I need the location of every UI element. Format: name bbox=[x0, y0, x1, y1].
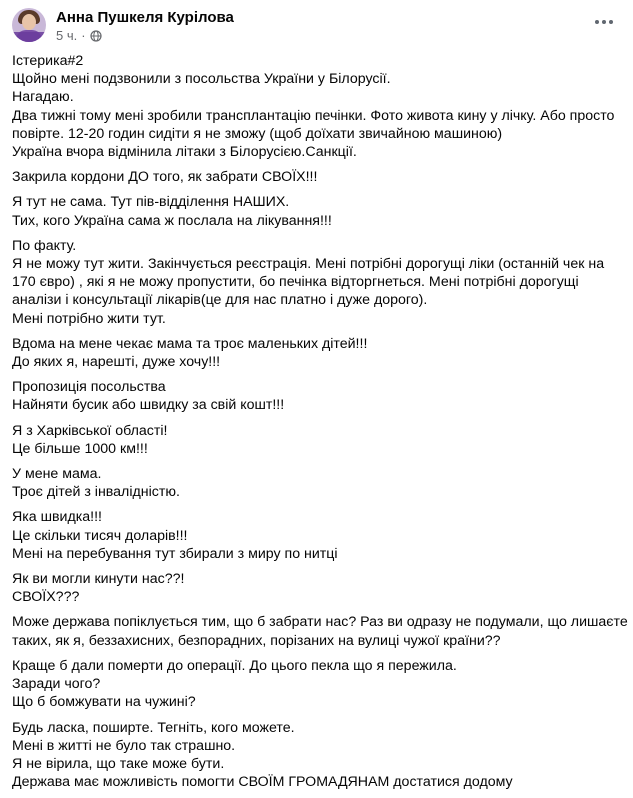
post-text-line: Мені в житті не було так страшно. bbox=[12, 737, 236, 754]
post-paragraph bbox=[12, 657, 617, 712]
post-text-line: Я не можу тут жити. Закінчується реєстрація. Мені потрібні дорогущі ліки (останній чек на bbox=[12, 256, 605, 273]
post-text-line: Троє дітей з інвалідністю. bbox=[12, 484, 180, 501]
post-text-line: По факту. bbox=[12, 237, 77, 254]
post-text-line: Україна вчора відмінила літаки з Білорусією.Санкції. bbox=[12, 144, 357, 161]
post-text-line: Краще б дали померти до операції. До цього пекла що я пережила. bbox=[12, 657, 457, 674]
post-body bbox=[12, 52, 628, 798]
post-meta bbox=[56, 28, 102, 43]
post-timestamp[interactable]: 5 ч. bbox=[56, 28, 78, 43]
post-text-line: Закрила кордони ДО того, як забрати СВОЇХ!!! bbox=[12, 169, 318, 186]
post-text-line: Це більше 1000 км!!! bbox=[12, 440, 148, 457]
post-paragraph bbox=[12, 168, 617, 186]
post-text-line: Щойно мені подзвонили з посольства України у Білорусії. bbox=[12, 71, 391, 88]
avatar-face bbox=[22, 14, 36, 30]
post-text-line: У мене мама. bbox=[12, 466, 102, 483]
post-text-line: Я тут не сама. Тут пів-відділення НАШИХ. bbox=[12, 194, 290, 211]
post-text-line: Мені потрібно жити тут. bbox=[12, 310, 166, 327]
post-text-line: Істерика#2 bbox=[12, 53, 84, 69]
post-text-line: Мені на перебування тут збирали з миру по нитці bbox=[12, 545, 338, 562]
post-text-line: Це скільки тисяч доларів!!! bbox=[12, 527, 188, 544]
post-text-line: Тих, кого Україна сама ж послала на лікування!!! bbox=[12, 212, 332, 229]
post-paragraph bbox=[12, 465, 617, 501]
globe-icon[interactable] bbox=[90, 30, 102, 42]
post-paragraph bbox=[12, 193, 617, 229]
post-paragraph bbox=[12, 52, 617, 161]
post-paragraph bbox=[12, 237, 617, 328]
post-text-line: Пропозиція посольства bbox=[12, 379, 166, 396]
post-text-line: Нагадаю. bbox=[12, 89, 74, 106]
post-text-line: Держава має можливість помогти СВОЇМ ГРОМАДЯНАМ достатися додому bbox=[12, 774, 513, 791]
post-text-line: Найняти бусик або швидку за свій кошт!!! bbox=[12, 397, 285, 414]
post-text-line: Будь ласка, поширте. Тегніть, кого можете. bbox=[12, 719, 295, 736]
post-text-line: Заради чого? bbox=[12, 676, 101, 693]
post-text-line: До яких я, нарешті, дуже хочу!!! bbox=[12, 354, 221, 371]
post-text-line: Я з Харківської області! bbox=[12, 422, 168, 439]
post-paragraph bbox=[12, 508, 617, 563]
meta-separator: · bbox=[81, 28, 86, 43]
post-text-line: Я не вірила, що таке може бути. bbox=[12, 755, 225, 772]
post-text-line: Що б бомжувати на чужині? bbox=[12, 694, 196, 711]
post-text-line: Вдома на мене чекає мама та троє маленьких дітей!!! bbox=[12, 335, 368, 352]
post-text-line: СВОЇХ??? bbox=[12, 589, 80, 606]
more-options-icon[interactable] bbox=[589, 10, 619, 34]
post-text-line: 170 євро) , які я не можу пропустити, бо печінка відторгнеться. Мені потрібні дорогущі bbox=[12, 274, 579, 291]
post-text-line: Як ви могли кинути нас??! bbox=[12, 571, 185, 588]
post-text-line: Два тижні тому мені зробили трансплантацію печінки. Фото живота кину у лічку. Або просто bbox=[12, 107, 615, 124]
post-paragraph bbox=[12, 719, 617, 792]
post-paragraph bbox=[12, 378, 617, 414]
post-text-line: таких, як я, беззахисних, безпорадних, порізаних на вулиці чужої країни?? bbox=[12, 632, 501, 649]
post-paragraph bbox=[12, 570, 617, 606]
post-paragraph bbox=[12, 613, 628, 649]
post-text-line: Яка швидка!!! bbox=[12, 509, 102, 526]
post-text-line: Може держава попіклується тим, що б забрати нас? Раз ви одразу не подумали, що лишаєте bbox=[12, 614, 628, 631]
author-name[interactable]: Анна Пушкеля Курілова bbox=[56, 9, 234, 26]
post-text-line: повірте. 12-20 годин сидіти я не зможу (щоб доїхати звичайною машиною) bbox=[12, 125, 503, 142]
post-paragraph bbox=[12, 422, 617, 458]
avatar-frame-badge bbox=[12, 32, 46, 42]
post-paragraph bbox=[12, 335, 617, 371]
profile-avatar[interactable] bbox=[12, 8, 46, 42]
post-text-line: аналізи і консультації лікарів(це для нас платно і дуже дорого). bbox=[12, 292, 428, 309]
